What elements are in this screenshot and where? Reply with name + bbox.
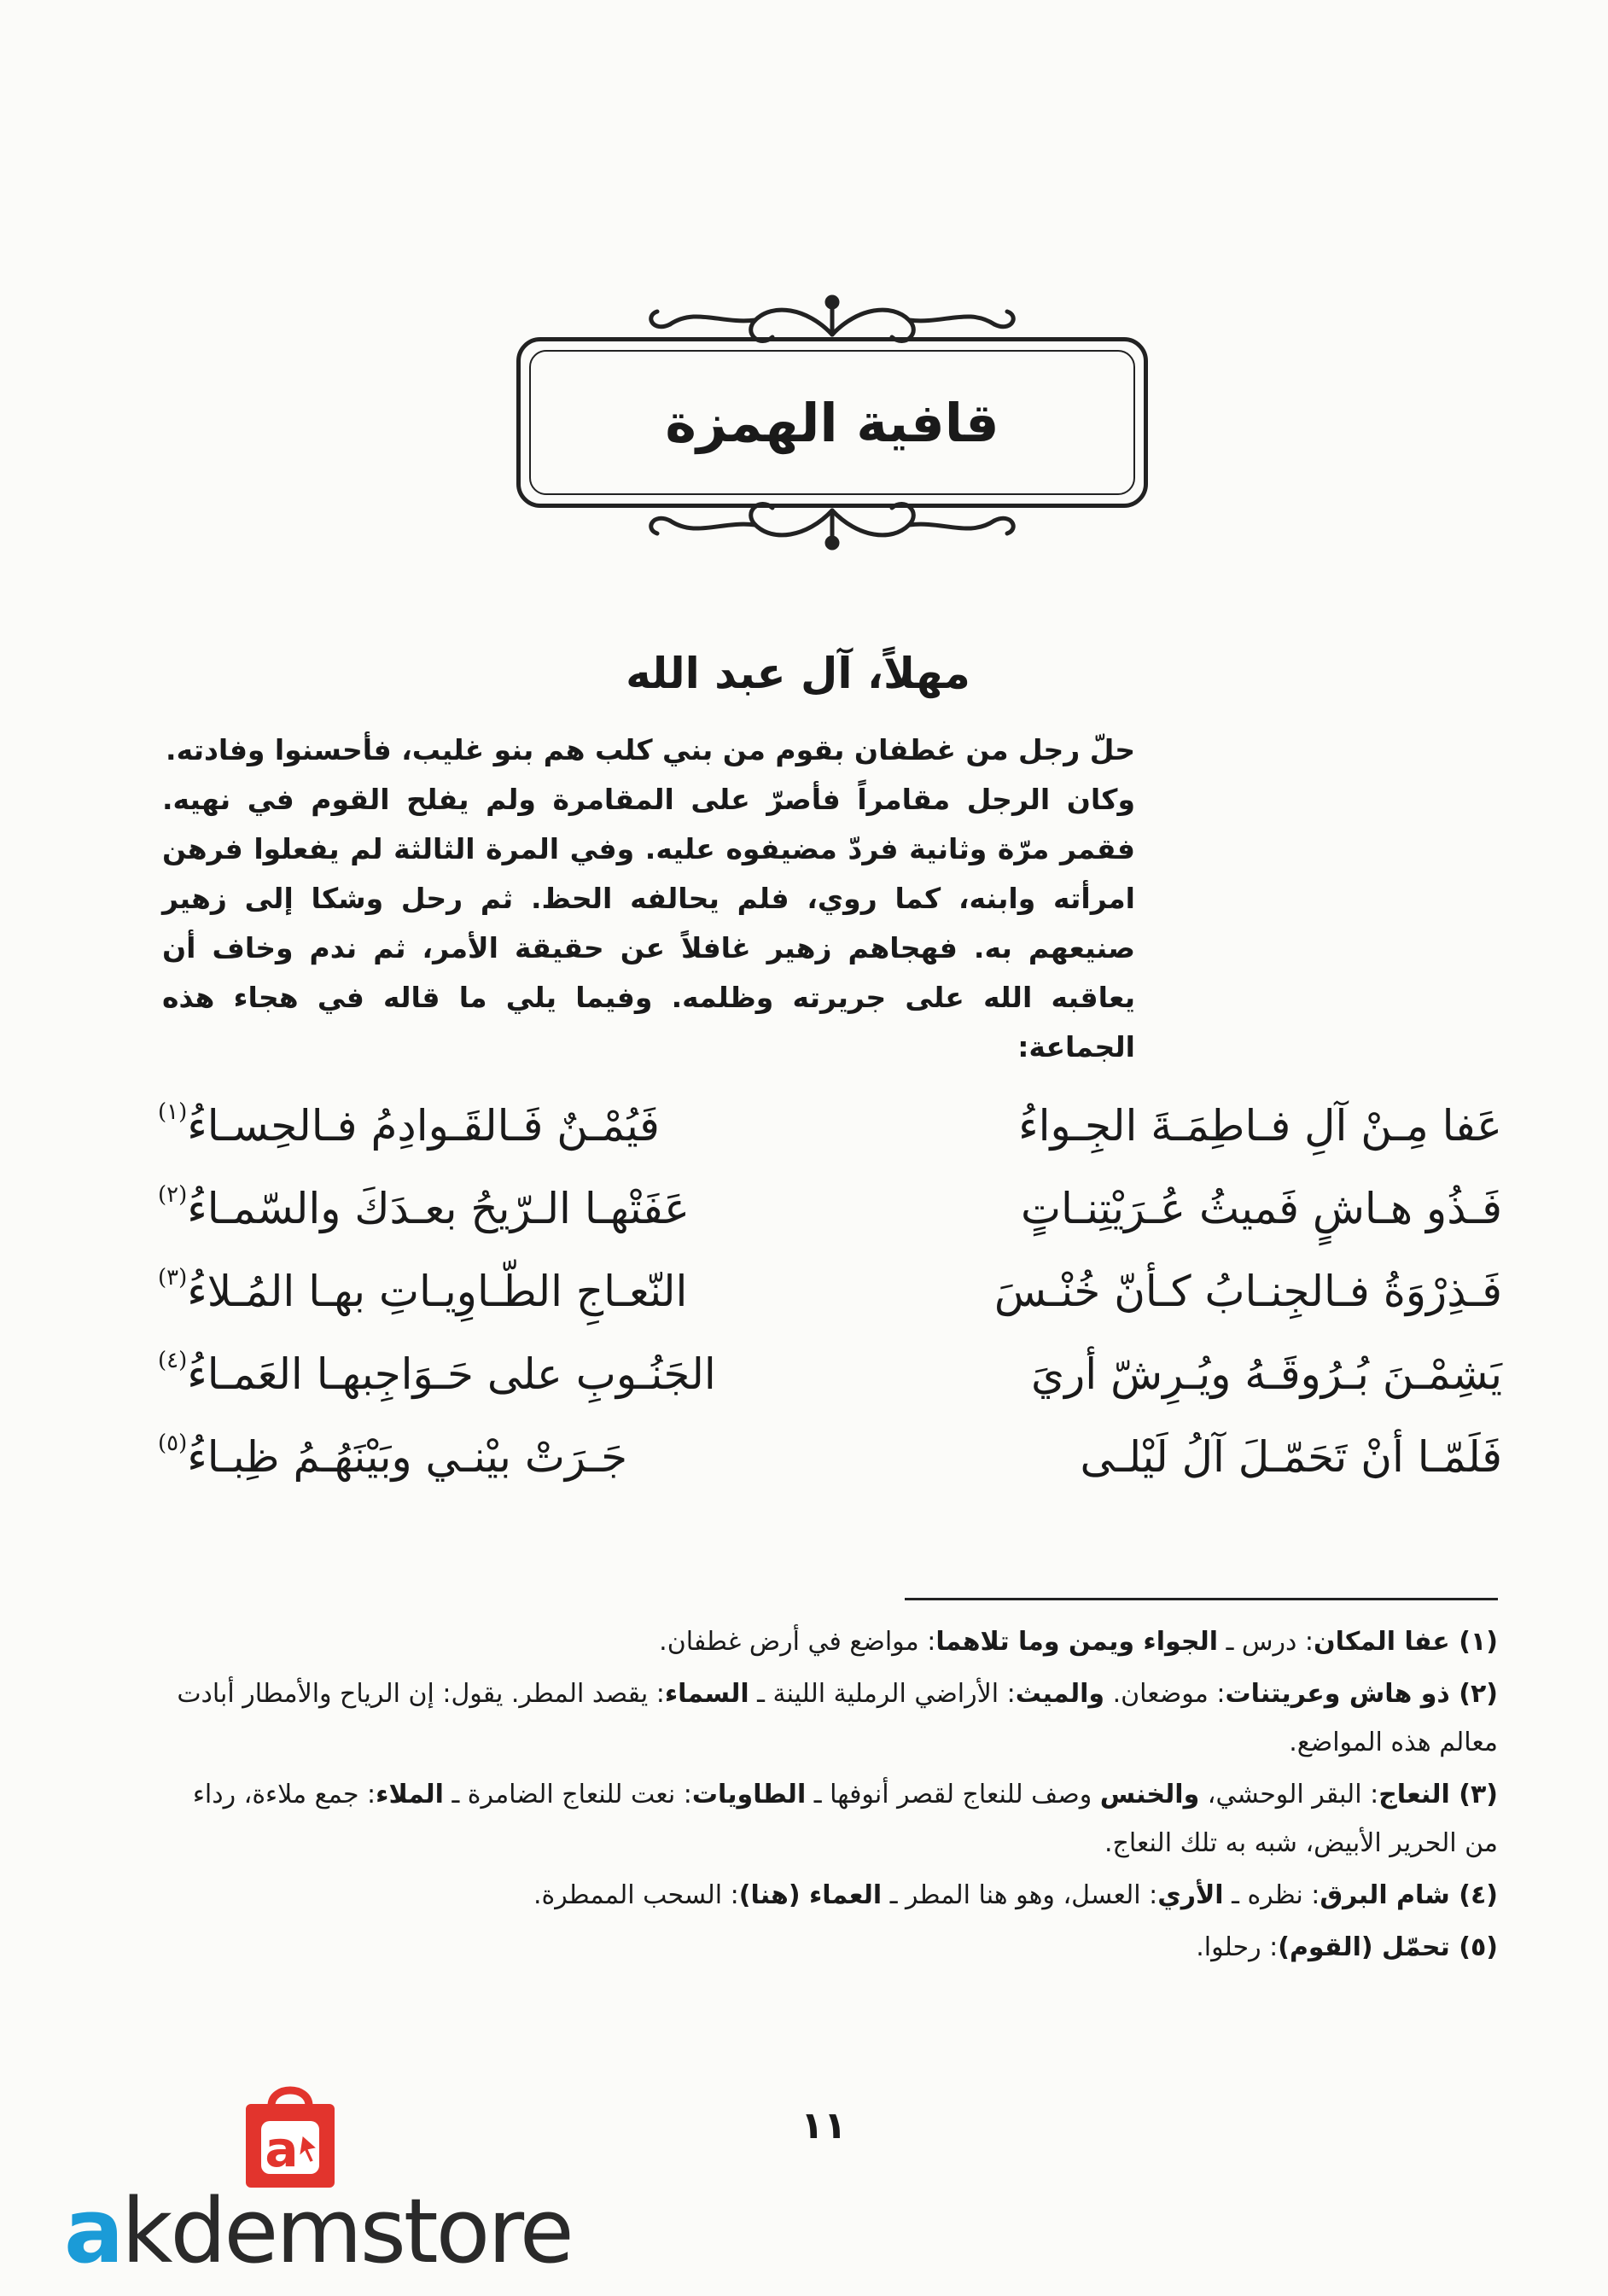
verse-second-hemistich [158, 1181, 807, 1233]
footnote-term: الجواء ويمن وما تلاهما [935, 1627, 1219, 1657]
verse-second-hemistich [158, 1432, 807, 1482]
footnote-term: الملاء [376, 1780, 444, 1809]
footnote-mark: (٤) [158, 1347, 188, 1373]
footnote-text: : جمع ملاءة، رداء من الحرير الأبيض، شبه به تلك النعاج. [192, 1780, 1498, 1858]
footnote-item [158, 1670, 1498, 1767]
verse-line [158, 1084, 1502, 1167]
verse-second-hemistich [158, 1264, 807, 1316]
verse-line [158, 1332, 1502, 1415]
footnote-term: النعاج [1378, 1780, 1450, 1809]
footnote-number: (١) [1449, 1627, 1498, 1657]
footnote-term: الأري [1157, 1880, 1224, 1910]
footnote-text: : العسل، وهو هنا المطر ـ [882, 1880, 1158, 1910]
verse-line [158, 1415, 1502, 1498]
footnote-mark: (١) [158, 1098, 188, 1125]
verse-first-hemistich: فَلَمّـا أنْ تَحَمّـلَ آلُ لَيْلـى [1080, 1431, 1502, 1482]
footnote-number: (٥) [1449, 1932, 1498, 1962]
footnote-mark: (٢) [158, 1181, 188, 1208]
footnote-term: عفا المكان [1314, 1627, 1450, 1657]
bag-letter: a [265, 2120, 299, 2178]
footnote-text: وصف للنعاج لقصر أنوفها ـ [806, 1780, 1100, 1809]
footnote-item [158, 1923, 1498, 1972]
footnote-term: السماء [664, 1679, 749, 1709]
footnote-text: : نعت للنعاج الضامرة ـ [443, 1780, 692, 1809]
hemistich-text: عَفَتْهـا الـرّيحُ بعـدَكَ والسّمـاءُ [187, 1183, 690, 1233]
wordmark-accent-letter: a [64, 2179, 122, 2283]
footnote-item [158, 1871, 1498, 1920]
footnote-term: تحمّل (القوم) [1278, 1932, 1450, 1962]
footnote-term: العماء (هنا) [738, 1880, 883, 1910]
verse-line [158, 1167, 1502, 1250]
footnote-term: والخنس [1099, 1780, 1200, 1809]
verse-first-hemistich: فَـذُو هـاشٍ فَميثُ عُـرَيْتِنـاتٍ [1020, 1183, 1502, 1233]
poem-title: مهلاً، آل عبد الله [626, 649, 970, 698]
verse-first-hemistich: يَشِمْـنَ بُـرُوقَـهُ ويُـرِشّ أريَ [1031, 1349, 1502, 1399]
chapter-title: قافية الهمزة [665, 391, 999, 454]
footnote-text: : البقر الوحشي، [1199, 1780, 1379, 1809]
footnotes [158, 1617, 1498, 1975]
footnote-text: : درس ـ [1218, 1627, 1314, 1657]
footnote-text: : يقصد المطر. يقول: إن الرياح والأمطار أبادت معالم هذه المواضع. [177, 1679, 1498, 1757]
poem-verses [158, 1084, 1502, 1498]
intro-line: حلّ رجل من غطفان بقوم من بني كلب هم بنو غليب، فأحسنوا وفادته. [166, 733, 1135, 766]
store-wordmark [64, 2179, 572, 2283]
verse-first-hemistich: عَفا مِـنْ آلِ فـاطِمَـةَ الجِـواءُ [1018, 1100, 1502, 1151]
footnote-text: : موضعان. [1104, 1679, 1226, 1709]
verse-second-hemistich [158, 1098, 807, 1151]
footnote-mark: (٣) [158, 1264, 188, 1291]
hemistich-text: النّعـاجِ الطّـاوِيـاتِ بهـا المُـلاءُ [187, 1266, 688, 1316]
page-number: ١١ [801, 2104, 847, 2147]
footnote-mark: (٥) [158, 1430, 188, 1456]
intro-line: وكان الرجل مقامراً فأصرّ على المقامرة ولم يفلح القوم في نهيه. فقمر مرّة وثانية فردّ مضيفوه عليه. وفي المرة الثالثة لم يفعلوا فرهن امرأته وابنه، كما روي، فلم يحالفه الحظ. ثم رحل وشكا إلى زهير صنيعهم به. فهجاهم زهير غافلاً عن حقيقة الأمر، ثم ندم وخاف أن يعاقبه الله على جريرته وظلمه. وفيما يلي ما قاله في هجاء هذه الجماعة: [162, 783, 1135, 1064]
wordmark-rest: kdemstore [121, 2179, 572, 2283]
chapter-frame [508, 290, 1156, 555]
shopping-bag-icon [239, 2078, 341, 2194]
verse-second-hemistich [158, 1349, 807, 1399]
footnote-divider [905, 1598, 1498, 1600]
footnote-text: : رحلوا. [1196, 1932, 1279, 1962]
footnote-text: : السحب الممطرة. [533, 1880, 739, 1910]
hemistich-text: الجَنُـوبِ على حَـوَاجِبهـا العَمـاءُ [187, 1349, 716, 1399]
footnote-text: : نظره ـ [1223, 1880, 1320, 1910]
intro-paragraph [162, 726, 1135, 1072]
footnote-number: (٤) [1449, 1880, 1498, 1910]
verse-first-hemistich: فَـذِرْوَةُ فـالجِنـابُ كـأنّ خُنْـسَ [993, 1266, 1502, 1316]
store-logo [64, 2078, 572, 2283]
footnote-item [158, 1770, 1498, 1868]
verse-line [158, 1250, 1502, 1332]
footnote-term: ذو هاش وعريتنات [1225, 1679, 1450, 1709]
footnote-item [158, 1617, 1498, 1666]
hemistich-text: فَيُمْـنٌ فَـالقَـوادِمُ فـالحِسـاءُ [187, 1100, 660, 1151]
footnote-term: والميث [1015, 1679, 1105, 1709]
footnote-text: : الأراضي الرملية اللينة ـ [749, 1679, 1016, 1709]
footnote-number: (٢) [1449, 1679, 1498, 1709]
footnote-term: الطاويات [691, 1780, 807, 1809]
footnote-term: شام البرق [1320, 1880, 1450, 1910]
footnote-number: (٣) [1449, 1780, 1498, 1809]
hemistich-text: جَـرَتْ بيْنـي وبَيْنَهُـمُ ظِبـاءُ [187, 1431, 628, 1482]
footnote-text: : مواضع في أرض غطفان. [659, 1627, 936, 1657]
